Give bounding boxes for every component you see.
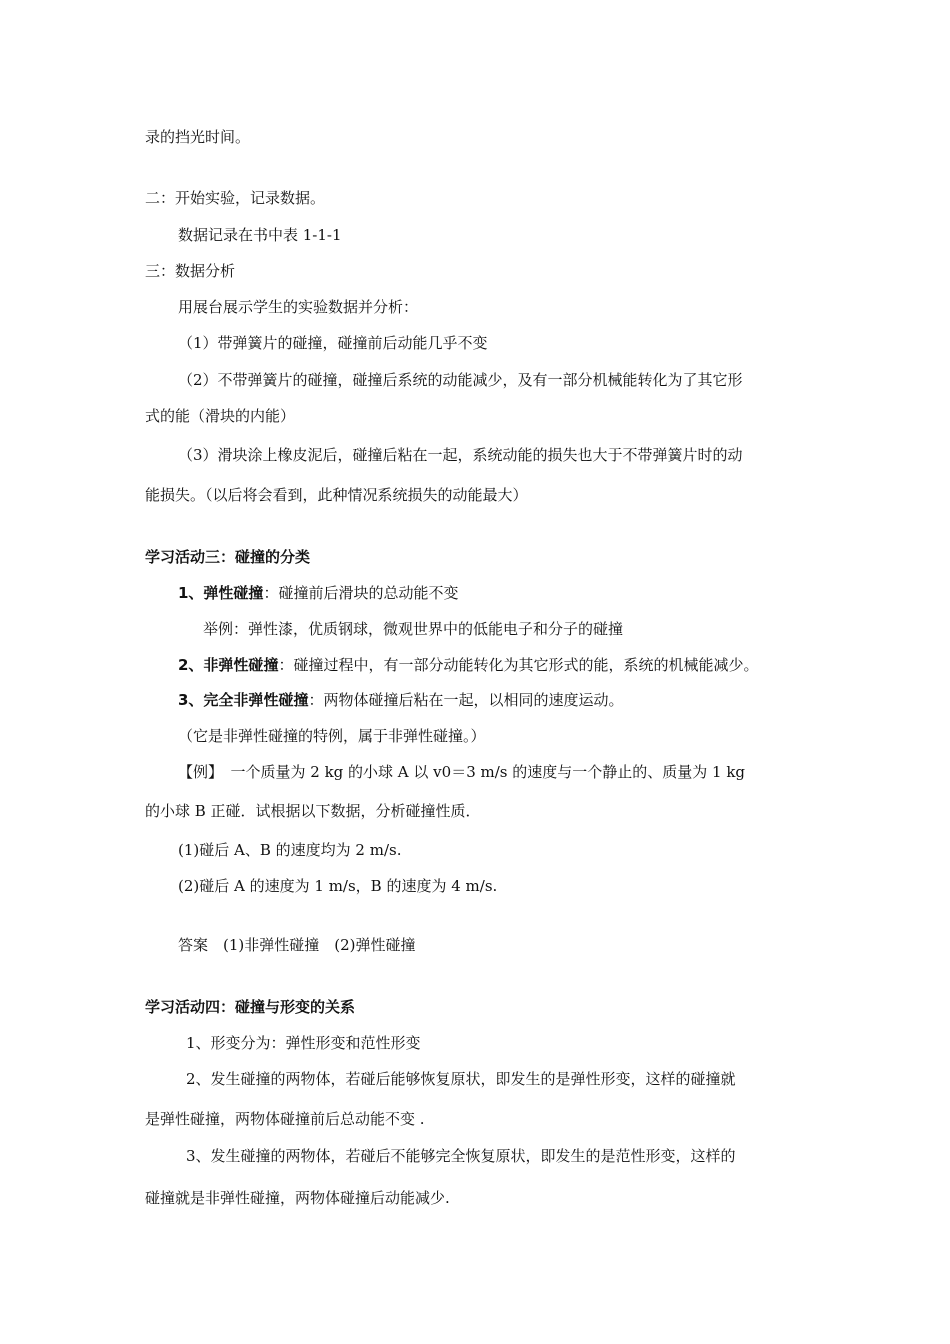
text-line: 2、发生碰撞的两物体，若碰后能够恢复原状，即发生的是弹性形变，这样的碰撞就 — [186, 1070, 736, 1088]
text-line: （2）不带弹簧片的碰撞，碰撞后系统的动能减少，及有一部分机械能转化为了其它形 — [178, 371, 743, 389]
text-line: 碰撞就是非弹性碰撞，两物体碰撞后动能减少. — [145, 1189, 450, 1207]
example-line: 【例】 一个质量为 2 kg 的小球 A 以 v0＝3 m/s 的速度与一个静止的、质量为 1 kg — [178, 763, 746, 781]
list-item — [178, 655, 758, 675]
example-line: (2)碰后 A 的速度为 1 m/s，B 的速度为 4 m/s. — [178, 877, 498, 895]
text-line: 3、发生碰撞的两物体，若碰后不能够完全恢复原状，即发生的是范性形变，这样的 — [186, 1147, 736, 1165]
answer-line: 答案 (1)非弹性碰撞 (2)弹性碰撞 — [178, 936, 416, 954]
example-line: 的小球 B 正碰．试根据以下数据，分析碰撞性质． — [145, 802, 481, 820]
text-line: （3）滑块涂上橡皮泥后，碰撞后粘在一起，系统动能的损失也大于不带弹簧片时的动 — [178, 446, 743, 464]
text-line: （它是非弹性碰撞的特例，属于非弹性碰撞。） — [178, 727, 486, 745]
term-label: 1、弹性碰撞 — [178, 584, 264, 602]
term-definition: ：碰撞过程中，有一部分动能转化为其它形式的能，系统的机械能减少。 — [278, 656, 759, 674]
term-label: 3、完全非弹性碰撞 — [178, 691, 309, 709]
term-definition: ：两物体碰撞后粘在一起，以相同的速度运动。 — [308, 691, 624, 709]
activity-heading: 学习活动三：碰撞的分类 — [145, 548, 311, 566]
text-line: 用展台展示学生的实验数据并分析： — [178, 298, 419, 316]
list-item — [178, 690, 623, 710]
text-line: 举例：弹性漆，优质钢球，微观世界中的低能电子和分子的碰撞 — [203, 620, 624, 638]
section-heading: 二：开始实验，记录数据。 — [145, 189, 326, 207]
text-line: 数据记录在书中表 1-1-1 — [178, 226, 342, 244]
section-heading: 三：数据分析 — [145, 262, 236, 280]
term-definition: ：碰撞前后滑块的总动能不变 — [263, 584, 459, 602]
example-line: (1)碰后 A、B 的速度均为 2 m/s. — [178, 841, 402, 859]
list-item — [178, 583, 458, 603]
term-label: 2、非弹性碰撞 — [178, 656, 279, 674]
text-line: （1）带弹簧片的碰撞，碰撞前后动能几乎不变 — [178, 334, 488, 352]
text-line: 是弹性碰撞，两物体碰撞前后总动能不变 . — [145, 1110, 425, 1128]
text-line: 式的能（滑块的内能） — [145, 407, 296, 425]
text-line: 录的挡光时间。 — [145, 128, 251, 146]
activity-heading: 学习活动四：碰撞与形变的关系 — [145, 998, 356, 1016]
text-line: 1、形变分为：弹性形变和范性形变 — [186, 1034, 421, 1052]
text-line: 能损失。（以后将会看到，此种情况系统损失的动能最大） — [145, 486, 528, 504]
